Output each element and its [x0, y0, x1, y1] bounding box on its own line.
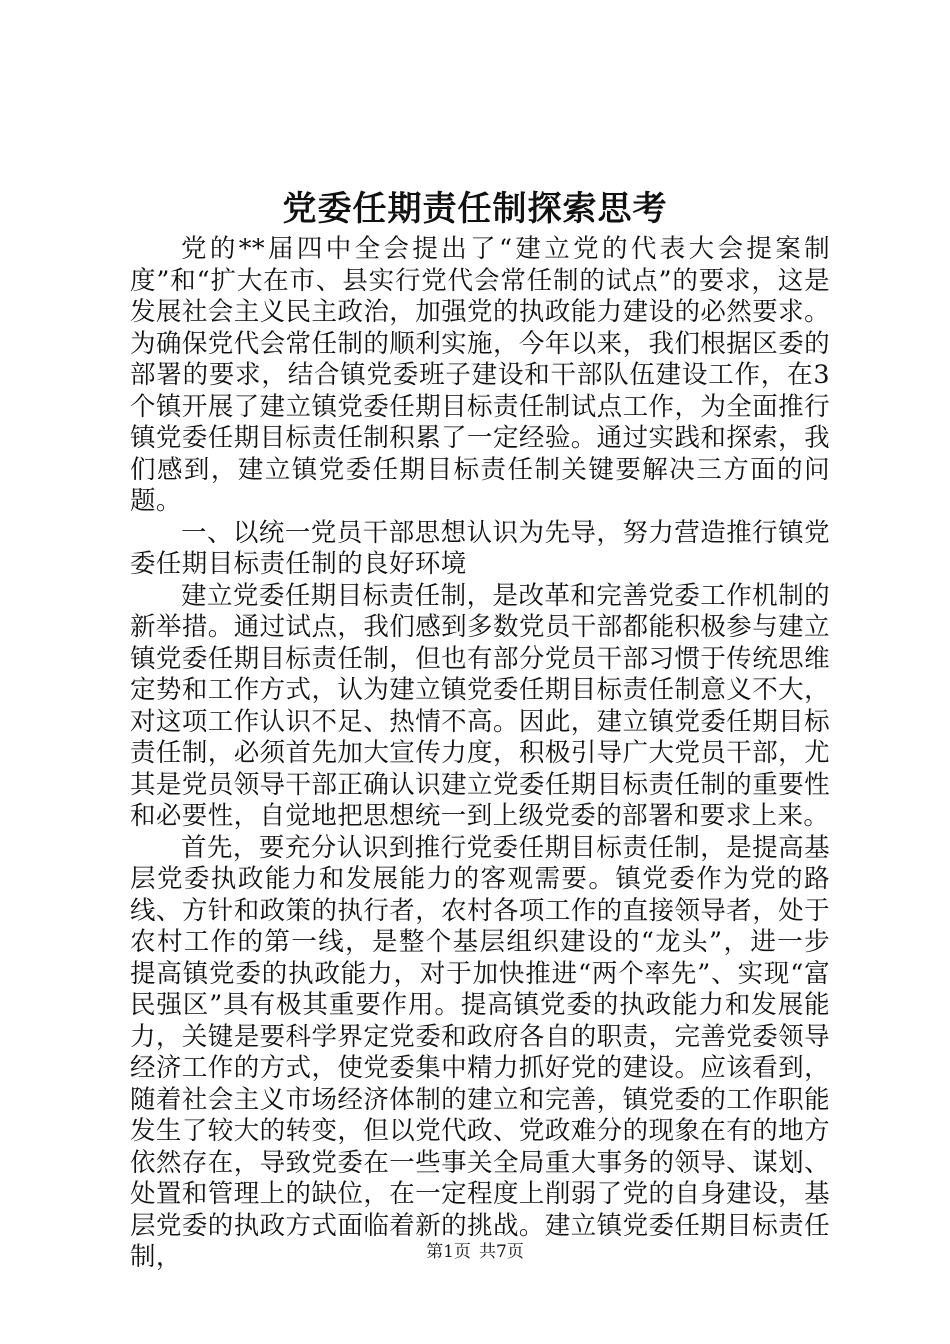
paragraph-first-point: 首先，要充分认识到推行党委任期目标责任制，是提高基层党委执政能力和发展能力的客观需要。镇党委作为党的路线、方针和政策的执行者，农村各项工作的直接领导者，处于农村工作的第一线，是整个基层组织建设的“龙头”，进一步提高镇党委的执政能力，对于加快推进“两个率先”、实现“富民强区”具有极其重要作用。提高镇党委的执政能力和发展能力，关键是要科学界定党委和政府各自的职责，完善党委领导经济工作的方式，使党委集中精力抓好党的建设。应该看到，随着社会主义市场经济体制的建立和完善，镇党委的工作职能发生了较大的转变，但以党代政、党政难分的现象在有的地方依然存在，导致党委在一些事关全局重大事务的领导、谋划、处置和管理上的缺位，在一定程度上削弱了党的自身建设，基层党委的执政方式面临着新的挑战。建立镇党委任期目标责任制， [130, 832, 830, 1272]
document-body [130, 234, 830, 1274]
page-number: 第1页 [426, 1242, 471, 1262]
page-total: 共7页 [479, 1242, 524, 1262]
document-title: 党委任期责任制探索思考 [282, 189, 668, 229]
paragraph-section-1: 建立党委任期目标责任制，是改革和完善党委工作机制的新举措。通过试点，我们感到多数党员干部都能积极参与建立镇党委任期目标责任制，但也有部分党员干部习惯于传统思维定势和工作方式，认为建立镇党委任期目标责任制意义不大，对这项工作认识不足、热情不高。因此，建立镇党委任期目标责任制，必须首先加大宣传力度，积极引导广大党员干部，尤其是党员领导干部正确认识建立党委任期目标责任制的重要性和必要性，自觉地把思想统一到上级党委的部署和要求上来。 [130, 580, 830, 831]
section-heading-1: 一、以统一党员干部思想认识为先导，努力营造推行镇党委任期目标责任制的良好环境 [130, 517, 830, 579]
page-footer [0, 1240, 950, 1264]
paragraph-intro: 党的**届四中全会提出了“建立党的代表大会提案制度”和“扩大在市、县实行党代会常任制的试点”的要求，这是发展社会主义民主政治，加强党的执政能力建设的必然要求。为确保党代会常任制的顺利实施，今年以来，我们根据区委的部署的要求，结合镇党委班子建设和干部队伍建设工作，在3个镇开展了建立镇党委任期目标责任制试点工作，为全面推行镇党委任期目标责任制积累了一定经验。通过实践和探索，我们感到，建立镇党委任期目标责任制关键要解决三方面的问题。 [130, 234, 830, 516]
